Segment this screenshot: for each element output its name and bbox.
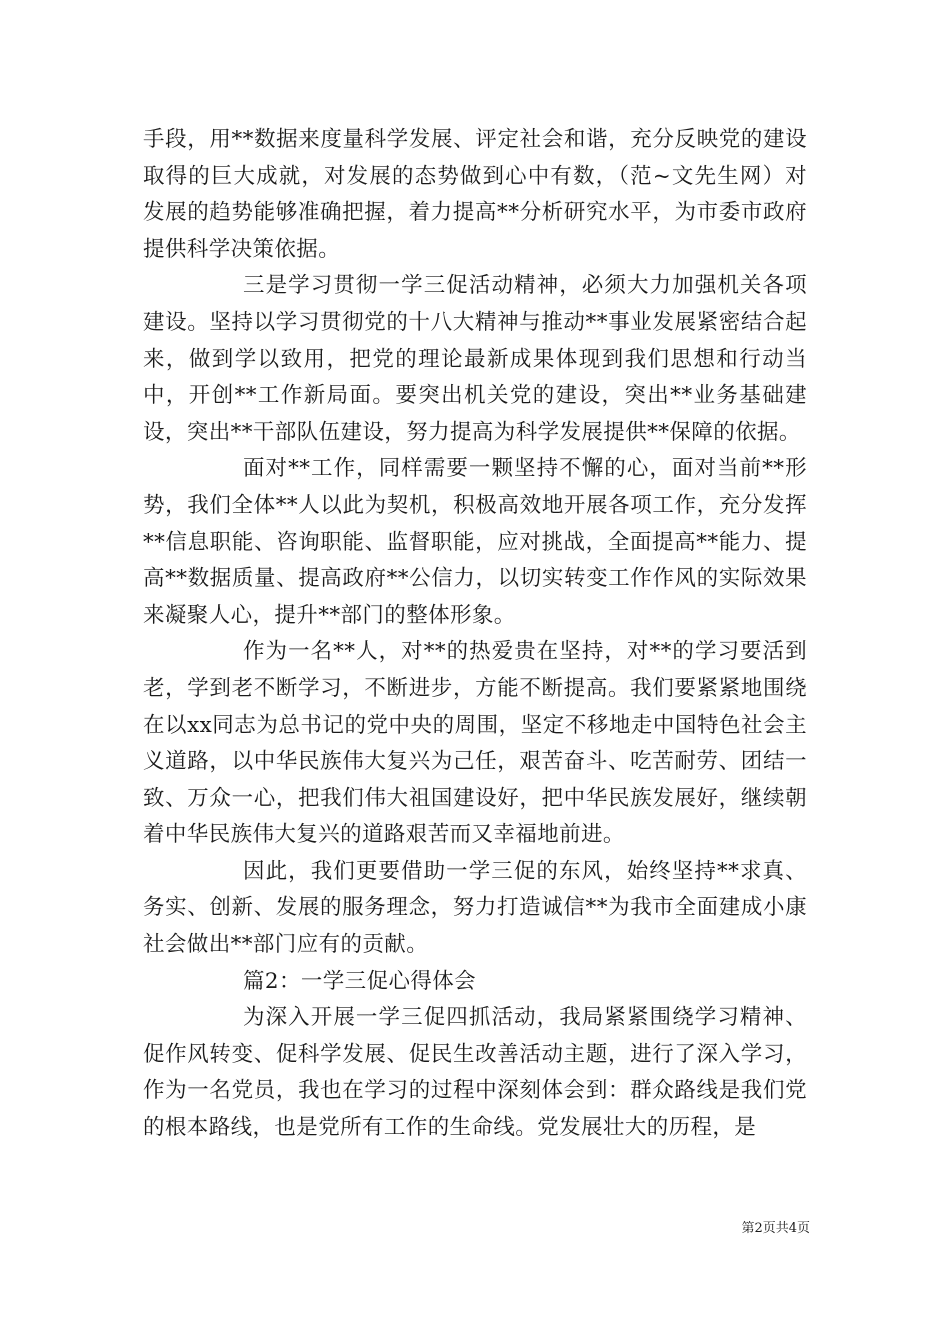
paragraph: 面对**工作，同样需要一颗坚持不懈的心，面对当前**形势，我们全体**人以此为契机，积极高效地开展各项工作，充分发挥**信息职能、咨询职能、监督职能，应对挑战，全面提高**能力、提高**数据质量、提高政府**公信力，以切实转变工作作风的实际效果来凝聚人心，提升**部门的整体形象。 — [143, 456, 807, 628]
section-heading: 篇2：一学三促心得体会 — [243, 968, 477, 994]
paragraph: 作为一名**人，对**的热爱贵在坚持，对**的学习要活到老，学到老不断学习，不断进步，方能不断提高。我们要紧紧地围绕在以xx同志为总书记的党中央的周围，坚定不移地走中国特色社会主义道路，以中华民族伟大复兴为己任，艰苦奋斗、吃苦耐劳、团结一致、万众一心，把我们伟大祖国建设好，把中华民族发展好，继续朝着中华民族伟大复兴的道路艰苦而又幸福地前进。 — [143, 639, 807, 848]
paragraph-continued: 手段，用**数据来度量科学发展、评定社会和谐，充分反映党的建设取得的巨大成就，对发展的态势做到心中有数，（范~文先生网）对发展的趋势能够准确把握，着力提高**分析研究水平，为市委市政府提供科学决策依据。 — [143, 127, 807, 262]
document-body — [143, 122, 807, 1147]
paragraph: 为深入开展一学三促四抓活动，我局紧紧围绕学习精神、促作风转变、促科学发展、促民生改善活动主题，进行了深入学习，作为一名党员，我也在学习的过程中深刻体会到：群众路线是我们党的根本路线，也是党所有工作的生命线。党发展壮大的历程，是 — [143, 1005, 807, 1141]
page-number-footer: 第2页共4页 — [741, 1221, 810, 1236]
paragraph: 因此，我们更要借助一学三促的东风，始终坚持**求真、务实、创新、发展的服务理念，努力打造诚信**为我市全面建成小康社会做出**部门应有的贡献。 — [143, 858, 807, 958]
paragraph: 三是学习贯彻一学三促活动精神，必须大力加强机关各项建设。坚持以学习贯彻党的十八大精神与推动**事业发展紧密结合起来，做到学以致用，把党的理论最新成果体现到我们思想和行动当中，开创**工作新局面。要突出机关党的建设，突出**业务基础建设，突出**干部队伍建设，努力提高为科学发展提供**保障的依据。 — [143, 273, 807, 445]
